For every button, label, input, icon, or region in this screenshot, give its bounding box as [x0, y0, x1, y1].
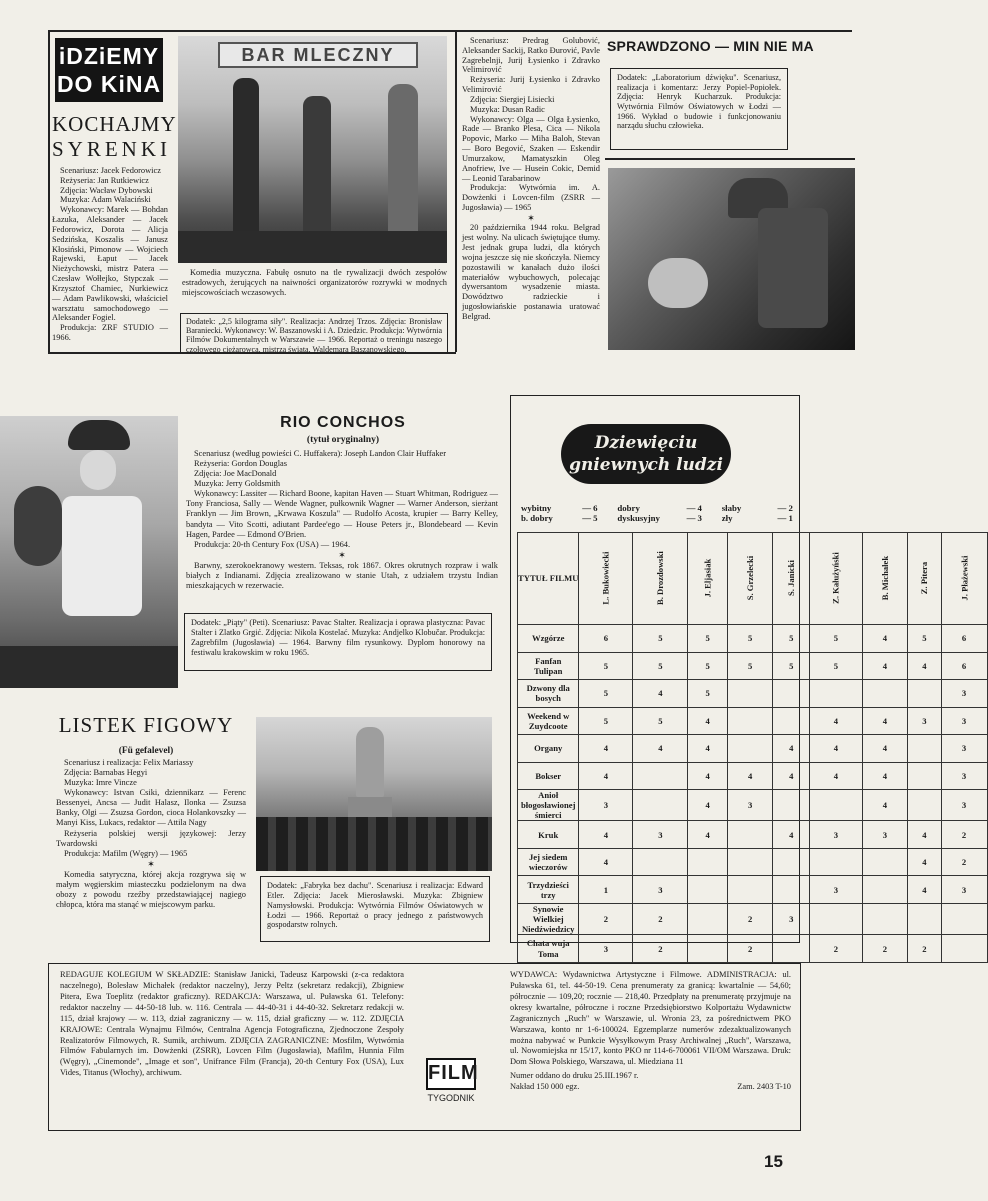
- film1-credit-cast: Wykonawcy: Marek — Bohdan Łazuka, Aleksander — Jacek Fedorowicz, Dorota — Alicja Sedzińska, Koszalis — Janusz Kłosiński, Pimonow — Wojciech Rajewski, Łaput — Jacek Nieżychowski, mistrz Patera — Czesław Wołłejko, Stypczak — Krzysztof Chamiec, Nurkiewicz — Adam Pawlikowski, właściciel warsztatu samochodowego — Aleksander Fogiel.: [52, 205, 168, 323]
- footer-right: [510, 970, 791, 1093]
- dancer-figure-2: [303, 96, 331, 246]
- critic-name: J. Eljasiak: [702, 559, 713, 598]
- film2-credits: [462, 36, 600, 322]
- legend-value-slaby: — 2: [777, 503, 793, 513]
- film-title-cell: Weekend w Zuydcoote: [518, 707, 579, 735]
- film4-title-text: RIO CONCHOS: [280, 414, 406, 431]
- score-cell: [727, 707, 772, 735]
- table-row: [518, 821, 988, 849]
- score-cell: 4: [773, 821, 810, 849]
- film-title-cell: Synowie Wielkiej Niedźwiedzicy: [518, 903, 579, 934]
- film-title-header: [518, 533, 579, 625]
- score-cell: 4: [810, 735, 863, 763]
- film-title-header-text: TYTUŁ FILMU: [518, 573, 579, 584]
- score-cell: 2: [727, 935, 772, 963]
- score-cell: [688, 876, 728, 904]
- top-right-rule: [605, 158, 855, 160]
- footer-left-text: REDAGUJE KOLEGIUM W SKŁADZIE: Stanisław Janicki, Tadeusz Karpowski (z-ca redaktora naczelnego), Bolesław Michałek (redaktor naczelny), Jerzy Peltz (sekretarz redakcji), Zbigniew Pitera, Ewa Toeplitz (redaktor graficzny). REDAKCJA: Warszawa, ul. Puławska 61. Telefony: redaktor naczelny — 44-50-18 lub. w. 116. Centrala — 44-40-31 i 44-40-32. Sekretarz redakcji w. 115, dział krajowy — w. 113, dział zagraniczny — w. 115, dział graficzny — w. 112. ZDJĘCIA KRAJOWE: Centrala Wynajmu Filmów, Centralna Agencja Fotograficzna, Zjednoczone Zespoły Realizatorów Filmowych, R. Sumik, archiwum. ZDJĘCIA ZAGRANICZNE: Mosfilm, Wytwórnia Filmów Fabularnych im. Dowżenki (ZSRR), Lovcen Film (Jugosławia), Mafilm, Hunnia Film (Węgry), „Cinemonde", „Image et son", Unifrance Film (Francja), 20-th Century Fox (USA), Lux Vides, Titanus (Włochy), archiwum.: [60, 970, 404, 1078]
- bar-mleczny-sign-text: BAR MLECZNY: [241, 45, 395, 65]
- ratings-panel: [510, 395, 969, 959]
- legend-label-b-dobry: b. dobry: [521, 513, 553, 524]
- score-cell: 5: [688, 625, 728, 653]
- film5-credit-camera: Zdjęcia: Barnabas Hegyi: [64, 768, 148, 778]
- score-cell: 4: [727, 762, 772, 790]
- score-cell: 4: [688, 735, 728, 763]
- score-cell: 2: [908, 935, 941, 963]
- score-cell: [941, 935, 987, 963]
- film-title-cell: Wzgórze: [518, 625, 579, 653]
- statue: [356, 727, 384, 797]
- film1-description: [182, 268, 447, 298]
- order-number: Zam. 2403 T-10: [737, 1082, 791, 1092]
- film4-credit-camera: Zdjęcia: Joe MacDonald: [194, 469, 277, 479]
- film1-credits: [52, 166, 168, 343]
- crowd: [256, 817, 492, 871]
- logo-line2: DO KiNA: [56, 71, 162, 97]
- critic-name: Z. Pitera: [919, 562, 930, 595]
- ratings-table: [517, 532, 988, 963]
- page-number-text: 15: [764, 1152, 783, 1171]
- table-row: [518, 735, 988, 763]
- score-cell: [773, 680, 810, 708]
- bar-mleczny-sign: [218, 42, 418, 68]
- film1-credit-production: Produkcja: ZRF STUDIO — 1966.: [52, 323, 168, 343]
- score-cell: 4: [688, 821, 728, 849]
- film1-credit-music: Muzyka: Adam Walaciński: [60, 195, 151, 205]
- ratings-badge: [561, 424, 731, 484]
- film5-credit-screenplay: Scenariusz i realizacja: Felix Mariassy: [64, 758, 194, 767]
- score-cell: 2: [862, 935, 907, 963]
- film2-credit-music: Muzyka: Dusan Radic: [470, 104, 545, 114]
- stage-floor: [178, 231, 447, 263]
- critic-header: [579, 533, 633, 625]
- score-cell: [908, 735, 941, 763]
- score-cell: [908, 790, 941, 821]
- score-cell: [908, 903, 941, 934]
- table-row: [518, 625, 988, 653]
- critic-header: [908, 533, 941, 625]
- score-cell: [688, 935, 728, 963]
- statue-pedestal: [348, 797, 392, 817]
- score-cell: 5: [727, 652, 772, 680]
- score-cell: 3: [941, 680, 987, 708]
- score-cell: 3: [941, 707, 987, 735]
- film4-addition-text: Dodatek: „Piąty" (Peti). Scenariusz: Pavac Stalter. Realizacja i oprawa plastyczna: Pavac Stalter i Zlatko Grgić. Zdjęcia: Nikola Kostelać. Muzyka: Andjelko Klobučar. Produkcja: Zagrebfilm (Jugosławia) — 1964. Barwny film rysunkowy. Dyplom honorowy na festiwalu krakowskim w roku 1965.: [191, 618, 485, 657]
- score-cell: 4: [579, 762, 633, 790]
- score-cell: [862, 680, 907, 708]
- film4-credit-director: Reżyseria: Gordon Douglas: [194, 459, 288, 469]
- score-cell: 1: [579, 876, 633, 904]
- film4-star: ✶: [338, 549, 346, 560]
- score-cell: 4: [810, 762, 863, 790]
- top-column-rule: [455, 30, 457, 352]
- legend-label-dobry: dobry: [617, 503, 640, 513]
- score-cell: 4: [862, 762, 907, 790]
- critic-name: S. Janicki: [786, 560, 797, 597]
- score-cell: 4: [579, 735, 633, 763]
- score-cell: 3: [727, 790, 772, 821]
- critic-name: L. Bukowiecki: [600, 551, 611, 605]
- score-cell: 4: [862, 790, 907, 821]
- film3-addition-box: [610, 68, 788, 150]
- score-cell: 5: [633, 625, 688, 653]
- film5-credit-cast: Wykonawcy: Istvan Csiki, dziennikarz — Ferenc Bessenyei, Ancsa — Judit Halasz, Ilonka — Zsuzsa Banky, Olgi — Zsuzsa Gordon, cioca Holankovszky — Manyi Kiss, Lukacs, redaktor — Attila Nagy: [56, 788, 246, 828]
- film1-addition-box: [180, 313, 448, 354]
- film5-addition-box: [260, 876, 490, 942]
- film4-addition-box: [184, 613, 492, 671]
- score-cell: [773, 935, 810, 963]
- legend-value-dobry: — 4: [686, 503, 702, 513]
- film2-description: 20 października 1944 roku. Belgrad jest wolny. Na ulicach świętujące tłumy. Jest jednak grupa ludzi, dla których wojna jeszcze się nie skończyła. Niemcy pozostawili w kanałach dużo ilości materiałów wybuchowych, polecając dywersantom wysadzenie miasta. Dowództwo radzieckie i jugosłowiańskie postanawia uratować Belgrad.: [462, 223, 600, 321]
- legend-label-wybitny: wybitny: [521, 503, 552, 513]
- score-cell: 4: [633, 680, 688, 708]
- film5-subtitle-text: (Fü gefalevel): [118, 746, 174, 756]
- left-frame-rule: [48, 30, 50, 352]
- film4-subtitle: [186, 434, 500, 445]
- score-cell: 3: [941, 735, 987, 763]
- table-row: [518, 680, 988, 708]
- print-date: Numer oddano do druku 25.III.1967 r.: [510, 1071, 639, 1081]
- score-cell: [862, 848, 907, 876]
- table-row: [518, 790, 988, 821]
- idziemy-do-kina-logo: [55, 38, 163, 102]
- score-cell: 6: [941, 625, 987, 653]
- score-cell: 2: [633, 903, 688, 934]
- score-cell: 6: [941, 652, 987, 680]
- score-cell: 3: [862, 821, 907, 849]
- soldier-body: [758, 208, 828, 328]
- legend-value-b-dobry: — 5: [582, 513, 598, 524]
- film2-credit-director: Reżyseria: Jurij Łysienko i Zdravko Velimirović: [462, 75, 600, 95]
- score-cell: 3: [810, 821, 863, 849]
- cowboy-face: [80, 450, 116, 490]
- score-cell: 4: [908, 652, 941, 680]
- score-cell: 5: [810, 652, 863, 680]
- score-cell: 5: [773, 652, 810, 680]
- critic-header: [688, 533, 728, 625]
- score-cell: 4: [862, 707, 907, 735]
- film5-title: [48, 713, 244, 738]
- film4-credit-music: Muzyka: Jerry Goldsmith: [194, 479, 281, 489]
- film-title-cell: Chata wuja Toma: [518, 935, 579, 963]
- score-cell: [633, 790, 688, 821]
- film5-credits: [56, 758, 246, 910]
- film2-photo: [608, 168, 855, 350]
- footer-right-text: WYDAWCA: Wydawnictwa Artystyczne i Filmowe. ADMINISTRACJA: ul. Puławska 61, tel. 44-50-19. Cena prenumeraty za granicą: kwartalnie — 54,60; półrocznie — 109,20; rocznie — 218,40. Przedpłaty na prenumeratę przyjmuje na okresy kwartalne, półroczne i roczne Przedsiębiorstwo Kolportażu Wydawnictw Zagranicznych „Ruch" w Warszawie, ul. Wronia 23, za pośrednictwem PKO Warszawa, konto nr 1-6-100024. Egzemplarze numerów zdezaktualizowanych można nabywać w Punkcie Wysyłkowym Prasy Archiwalnej „Ruch", Warszawa, ul. Nowomiejska nr 15/17, konto PKO nr 114-6-700061 VII/OM Warszawa. Druk: Dom Słowa Polskiego, Warszawa, ul. Miedziana 11: [510, 970, 791, 1067]
- film1-credit-screenplay: Scenariusz: Jacek Fedorowicz: [60, 166, 161, 175]
- film1-photo: [178, 36, 447, 263]
- film2-credit-screenplay: Scenariusz: Predrag Golubović, Aleksander Sackij, Ratko Đurović, Pavle Zagrebelnji, Jurij Łysienko i Zdravko Velimirović: [462, 36, 600, 75]
- film1-title: [52, 112, 177, 162]
- critic-name: S. Grzelecki: [745, 556, 756, 601]
- ratings-body: [518, 625, 988, 963]
- score-cell: 6: [579, 625, 633, 653]
- score-cell: [727, 848, 772, 876]
- score-cell: [773, 848, 810, 876]
- score-cell: 4: [908, 848, 941, 876]
- score-cell: [941, 903, 987, 934]
- critic-name: B. Michałek: [879, 556, 890, 601]
- legend-value-zly: — 1: [777, 513, 793, 524]
- score-cell: 2: [810, 935, 863, 963]
- film5-star: ✶: [147, 858, 155, 869]
- score-cell: 3: [579, 935, 633, 963]
- critic-header: [810, 533, 863, 625]
- table-row: [518, 762, 988, 790]
- score-cell: 4: [862, 625, 907, 653]
- score-cell: 5: [908, 625, 941, 653]
- film-title-cell: Jej siedem wieczorów: [518, 848, 579, 876]
- film-logo-box: [426, 1058, 479, 1090]
- score-cell: [810, 903, 863, 934]
- score-cell: 4: [579, 821, 633, 849]
- score-cell: [633, 848, 688, 876]
- score-cell: 5: [633, 652, 688, 680]
- score-cell: [727, 876, 772, 904]
- legend-value-wybitny: — 6: [582, 503, 598, 513]
- score-cell: 2: [579, 903, 633, 934]
- film2-credit-camera: Zdjęcia: Siergiej Lisiecki: [470, 94, 555, 104]
- score-cell: 3: [941, 762, 987, 790]
- score-cell: [688, 848, 728, 876]
- critic-name: J. Płażewski: [958, 556, 969, 601]
- film1-credit-camera: Zdjęcia: Wacław Dybowski: [60, 185, 153, 195]
- score-cell: [862, 903, 907, 934]
- table-row: [518, 903, 988, 934]
- dancer-figure-1: [233, 78, 259, 238]
- score-cell: 5: [579, 652, 633, 680]
- table-row: [518, 848, 988, 876]
- ratings-badge-line1: Dziewięciu: [594, 433, 698, 453]
- score-cell: 5: [773, 625, 810, 653]
- score-cell: 5: [579, 707, 633, 735]
- score-cell: 4: [688, 790, 728, 821]
- ratings-badge-line2: gniewnych ludzi: [569, 455, 723, 475]
- film-title-cell: Trzydzieści trzy: [518, 876, 579, 904]
- score-cell: 3: [633, 876, 688, 904]
- score-cell: 4: [579, 848, 633, 876]
- score-cell: 4: [773, 735, 810, 763]
- film1-title-line2: SYRENKI: [52, 137, 172, 161]
- legend-label-dyskusyjny: dyskusyjny: [617, 513, 660, 524]
- score-cell: 5: [810, 625, 863, 653]
- critic-header: [941, 533, 987, 625]
- cowboy-hat: [68, 420, 130, 450]
- table-row: [518, 935, 988, 963]
- score-cell: 4: [633, 735, 688, 763]
- film2-credit-production: Produkcja: Wytwórnia im. A. Dowżenki i Lovcen-film (ZSRR — Jugosławia) — 1965: [462, 183, 600, 213]
- film5-addition-text: Dodatek: „Fabryka bez dachu". Scenariusz i realizacja: Edward Etler. Zdjęcia: Jacek Mierosławski. Muzyka: Zbigniew Namysłowski. Produkcja: Wytwórnia Filmów Oświatowych w Łodzi — 1966. Reportaż o pracy jednego z państwowych gospodarstw rolnych.: [267, 881, 483, 930]
- film5-title-text: LISTEK FIGOWY: [58, 713, 234, 737]
- footer-left: [60, 970, 404, 1079]
- film3-title-text: SPRAWDZONO — MIN NIE MA: [607, 38, 814, 54]
- table-row: [518, 876, 988, 904]
- ground: [0, 646, 178, 688]
- film5-credit-music: Muzyka: Imre Vincze: [64, 778, 137, 788]
- film3-addition-text: Dodatek: „Laboratorium dźwięku". Scenariusz, realizacja i komentarz: Jerzy Popiel-Popiołek. Zdjęcia: Henryk Kucharzuk. Produkcja: Wytwórnia Filmów Oświatowych w Łodzi — 1966. Wykład o budowie i funkcjonowaniu narządu słuchu człowieka.: [617, 73, 781, 131]
- film4-title: [186, 414, 500, 433]
- score-cell: [810, 790, 863, 821]
- critic-header: [862, 533, 907, 625]
- ratings-header-row: [518, 533, 988, 625]
- score-cell: 2: [727, 903, 772, 934]
- critic-header: [633, 533, 688, 625]
- score-cell: [773, 876, 810, 904]
- score-cell: [908, 680, 941, 708]
- film-logo-subtitle: TYGODNIK: [427, 1092, 475, 1103]
- film4-credits: [186, 449, 498, 591]
- film5-description: Komedia satyryczna, której akcja rozgrywa się w małym węgierskim miasteczku podzielonym na dwa obozy z powodu rzeźby przedstawiającej nagiego chłopca, która ma stanąć w miejscowym parku.: [56, 869, 246, 909]
- score-cell: 3: [908, 707, 941, 735]
- score-cell: [727, 821, 772, 849]
- film5-photo: [256, 717, 492, 871]
- cowboy-shirt: [62, 496, 142, 616]
- score-cell: [908, 762, 941, 790]
- film-title-cell: Anioł błogosławionej śmierci: [518, 790, 579, 821]
- film3-title: [607, 38, 855, 55]
- score-cell: 3: [941, 790, 987, 821]
- score-cell: 2: [633, 935, 688, 963]
- score-cell: [688, 903, 728, 934]
- logo-line1: iDZiEMY: [58, 43, 160, 69]
- woman-figure: [14, 486, 62, 566]
- film1-title-line1: KOCHAJMY: [52, 112, 177, 136]
- page-number: [764, 1152, 783, 1172]
- dancer-figure-3: [388, 84, 418, 244]
- film-title-cell: Dzwony dla bosych: [518, 680, 579, 708]
- score-cell: 4: [862, 735, 907, 763]
- score-cell: 5: [727, 625, 772, 653]
- ratings-legend: [521, 503, 793, 524]
- film1-credit-director: Reżyseria: Jan Rutkiewicz: [60, 175, 149, 185]
- score-cell: [727, 735, 772, 763]
- score-cell: [810, 680, 863, 708]
- critic-name: B. Drozdowski: [655, 551, 666, 606]
- film4-credit-cast: Wykonawcy: Lassiter — Richard Boone, kapitan Haven — Stuart Whitman, Rodriguez — Tony Franciosa, Sally — Wende Wagner, pułkownik Wagner — Warner Anderson, sierżant Franklyn — Jim Brown, „Krwawa Koszula" — Rudolfo Acosta, krupier — Barry Kelley, bandyta — Vito Scotti, adiutant Pardee'ego — House Peters jr., Blondebeard — Kevin Hagen, Pardee — Edmond O'Brien.: [186, 489, 498, 539]
- film5-credit-production: Produkcja: Mafilm (Węgry) — 1965: [64, 848, 188, 858]
- film5-credit-polish-version: Reżyseria polskiej wersji językowej: Jerzy Twardowski: [56, 828, 246, 848]
- score-cell: [727, 680, 772, 708]
- score-cell: 2: [941, 821, 987, 849]
- score-cell: 3: [941, 876, 987, 904]
- score-cell: 4: [908, 821, 941, 849]
- score-cell: [810, 848, 863, 876]
- score-cell: 3: [633, 821, 688, 849]
- critic-name: Z. Kałużyński: [830, 552, 841, 605]
- film1-addition-text: Dodatek: „2,5 kilograma siły". Realizacja: Andrzej Trzos. Zdjęcia: Bronisław Baraniecki. Wykonawcy: W. Baszanowski i A. Dziedzic. Produkcja: Wytwórnia Filmów Dokumentalnych w Warszawie — 1966. Reportaż o treningu naszego czołowego ciężarowca, mistrza świata, Waldemara Baszanowskiego.: [186, 317, 442, 354]
- film4-credit-screenplay: Scenariusz (według powieści C. Huffakera): Joseph Landon Clair Huffaker: [194, 449, 447, 458]
- score-cell: 5: [633, 707, 688, 735]
- circulation: Nakład 150 000 egz.: [510, 1082, 580, 1092]
- table-row: [518, 707, 988, 735]
- film2-star: ✶: [527, 212, 535, 223]
- legend-label-slaby: słaby: [721, 503, 742, 513]
- score-cell: [862, 876, 907, 904]
- film4-subtitle-text: (tytuł oryginalny): [306, 434, 380, 445]
- soldier-face: [648, 258, 708, 308]
- legend-label-zly: zły: [721, 513, 733, 524]
- score-cell: 4: [773, 762, 810, 790]
- critic-header: [727, 533, 772, 625]
- score-cell: 4: [688, 762, 728, 790]
- score-cell: 3: [579, 790, 633, 821]
- score-cell: 3: [810, 876, 863, 904]
- score-cell: 5: [688, 680, 728, 708]
- critic-header: [773, 533, 810, 625]
- score-cell: 5: [579, 680, 633, 708]
- table-row: [518, 652, 988, 680]
- score-cell: 4: [862, 652, 907, 680]
- film-title-cell: Organy: [518, 735, 579, 763]
- score-cell: 4: [688, 707, 728, 735]
- legend-value-dyskusyjny: — 3: [686, 513, 702, 524]
- film4-description: Barwny, szerokoekranowy western. Teksas, rok 1867. Okres okrutnych rozpraw i walk białych z Indianami. Zdjęcia zrealizowano w stanie Utah, z udziałem trzystu Indian mieszkających w rezerwacie.: [186, 560, 498, 590]
- score-cell: 2: [941, 848, 987, 876]
- film1-description-text: Komedia muzyczna. Fabułę osnuto na tle rywalizacji dwóch zespołów estradowych, żerujących na naiwności organizatorów rozrywki w modnych miejscowościach wczasowych.: [182, 268, 447, 297]
- score-cell: 5: [688, 652, 728, 680]
- film5-subtitle: [48, 746, 244, 757]
- score-cell: [773, 707, 810, 735]
- film-title-cell: Kruk: [518, 821, 579, 849]
- score-cell: 3: [773, 903, 810, 934]
- film-title-cell: Bokser: [518, 762, 579, 790]
- score-cell: 4: [810, 707, 863, 735]
- film-logo-text: FILM: [428, 1062, 479, 1084]
- film2-credit-cast: Wykonawcy: Olga — Olga Łysienko, Rade — Branko Plesa, Cica — Nikola Popovic, Marko — Miha Baloh, Stevan — Boro Begović, Szaken — Eskendir Umurzakow, Mamatyszkin Oleg Anofriew, Ive — Husein Cokic, Demid — Leonid Tarabarinow: [462, 114, 600, 183]
- score-cell: 4: [908, 876, 941, 904]
- film4-credit-production: Produkcja: 20-th Century Fox (USA) — 1964.: [194, 539, 351, 549]
- film-title-cell: Fanfan Tulipan: [518, 652, 579, 680]
- score-cell: [773, 790, 810, 821]
- film-logo: [426, 1058, 479, 1103]
- ratings-table-wrap: [517, 532, 969, 963]
- score-cell: [633, 762, 688, 790]
- film4-photo: [0, 416, 178, 688]
- top-rule: [48, 30, 852, 32]
